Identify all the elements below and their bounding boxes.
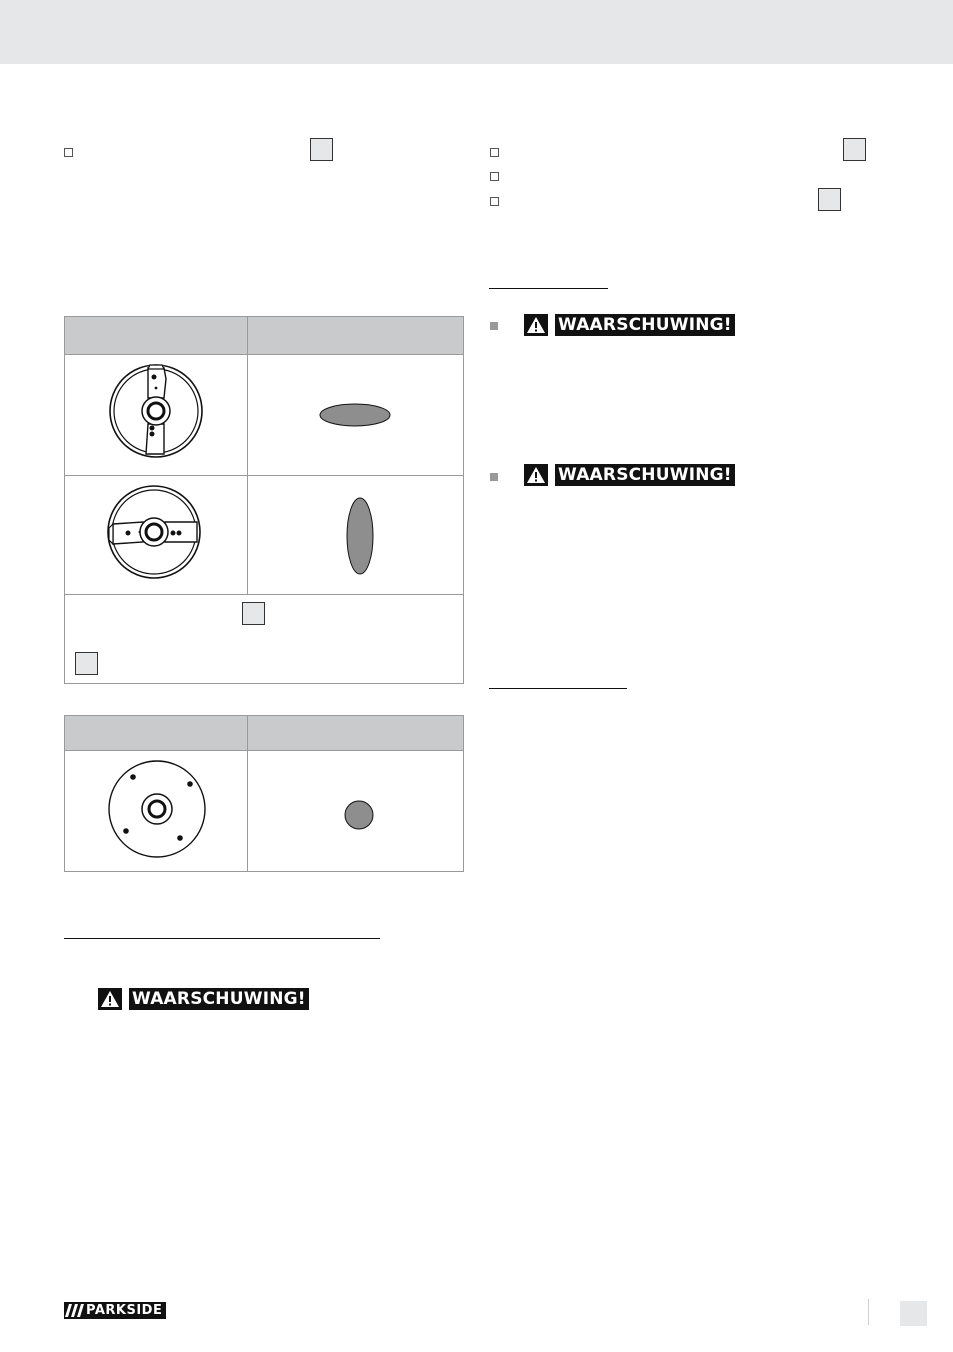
table-header-cell <box>248 317 464 355</box>
page-header-bar <box>0 0 953 64</box>
table-cell-disc-3 <box>65 751 248 872</box>
warning-label-left <box>98 988 309 1010</box>
table-cell-orbit-3 <box>248 751 464 872</box>
orbit-ellipse-horizontal <box>248 355 462 475</box>
sanding-disc-vertical-lock-icon <box>65 355 247 475</box>
checklist-box-right-3 <box>490 197 499 206</box>
table-header-cell <box>248 716 464 751</box>
checklist-box-right-2 <box>490 172 499 181</box>
brand-logo <box>64 1302 166 1319</box>
warning-label-right-2 <box>524 464 735 486</box>
reference-box-right-2 <box>818 188 841 211</box>
warning-text: WAARSCHUWING! <box>129 988 309 1010</box>
brand-logo-text: PARKSIDE <box>86 1303 163 1318</box>
checklist-box-right-1 <box>490 148 499 157</box>
sanding-disc-free-icon <box>65 751 247 871</box>
section-underline-right-2 <box>489 688 627 689</box>
section-underline-right-1 <box>489 288 608 289</box>
table-cell-orbit-1 <box>248 355 464 476</box>
list-bullet-right-2 <box>490 473 498 481</box>
warning-triangle-icon <box>524 464 548 486</box>
warning-text: WAARSCHUWING! <box>555 464 735 486</box>
table-cell-disc-2 <box>65 476 248 595</box>
slash-stripes-icon <box>64 1302 86 1319</box>
reference-box-left-1 <box>310 138 333 161</box>
warning-label-right-1 <box>524 314 735 336</box>
warning-triangle-icon <box>98 988 122 1010</box>
section-underline-left <box>64 938 380 939</box>
warning-text: WAARSCHUWING! <box>555 314 735 336</box>
orbit-table-2 <box>64 715 464 872</box>
table-footer-cell <box>65 595 464 684</box>
orbit-ellipse-vertical <box>248 476 462 594</box>
reference-box-table-2 <box>75 652 98 675</box>
orbit-circle <box>248 751 462 871</box>
table-header-cell <box>65 716 248 751</box>
checklist-box-left-1 <box>64 148 73 157</box>
table-cell-orbit-2 <box>248 476 464 595</box>
reference-box-right-1 <box>843 138 866 161</box>
page-number-box <box>900 1301 927 1326</box>
reference-box-table-1 <box>242 602 265 625</box>
footer-divider <box>868 1299 869 1325</box>
sanding-disc-horizontal-lock-icon <box>65 476 247 594</box>
orbit-table-1 <box>64 316 464 684</box>
table-cell-disc-1 <box>65 355 248 476</box>
list-bullet-right-1 <box>490 322 498 330</box>
warning-triangle-icon <box>524 314 548 336</box>
table-header-cell <box>65 317 248 355</box>
